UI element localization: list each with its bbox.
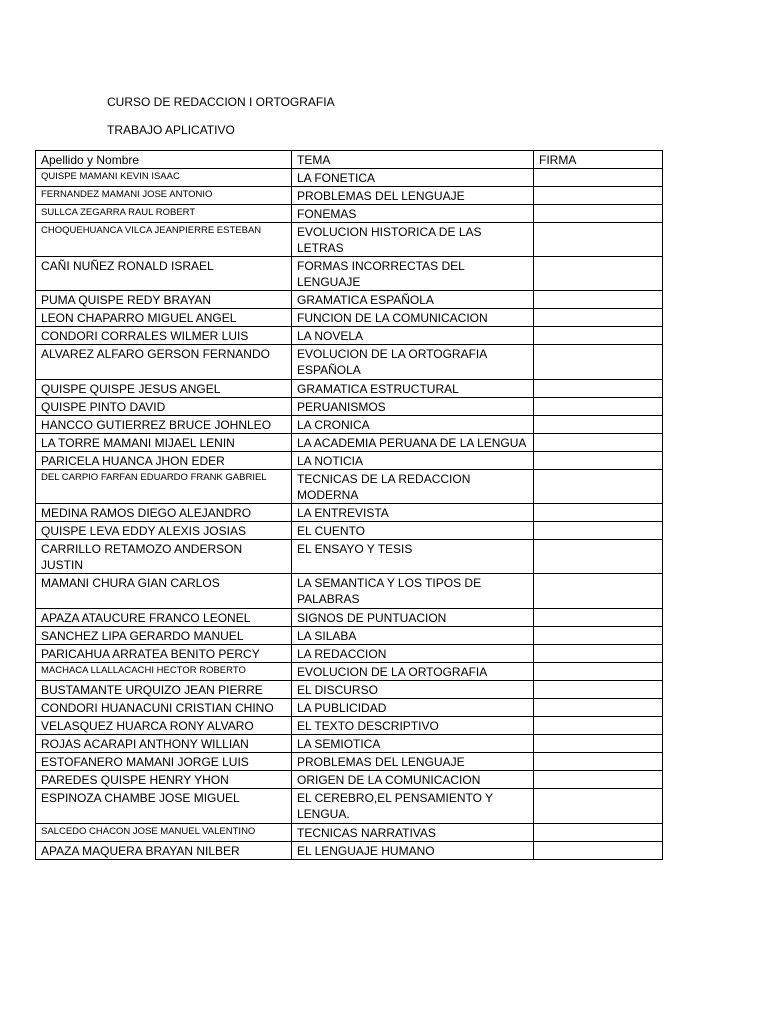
- table-row: [36, 627, 663, 645]
- student-name-cell: APAZA ATAUCURE FRANCO LEONEL: [36, 609, 292, 627]
- table-row: [36, 771, 663, 789]
- header-topic: TEMA: [292, 151, 534, 169]
- student-name-cell: SALCEDO CHACON JOSE MANUEL VALENTINO: [36, 824, 292, 842]
- student-name-cell: PAREDES QUISPE HENRY YHON: [36, 771, 292, 789]
- student-name-cell: VELASQUEZ HUARCA RONY ALVARO: [36, 717, 292, 735]
- table-row: [36, 522, 663, 540]
- student-name-cell: PARICAHUA ARRATEA BENITO PERCY: [36, 645, 292, 663]
- student-name-cell: LA TORRE MAMANI MIJAEL LENIN: [36, 434, 292, 452]
- signature-cell[interactable]: [534, 771, 663, 789]
- student-name-cell: QUISPE MAMANI KEVIN ISAAC: [36, 169, 292, 187]
- topic-cell: PERUANISMOS: [292, 398, 534, 416]
- topic-cell: ORIGEN DE LA COMUNICACION: [292, 771, 534, 789]
- signature-cell[interactable]: [534, 398, 663, 416]
- table-row: [36, 699, 663, 717]
- document-title: CURSO DE REDACCION I ORTOGRAFIA: [107, 95, 335, 109]
- signature-cell[interactable]: [534, 223, 663, 257]
- table-row: [36, 735, 663, 753]
- table-row: [36, 223, 663, 257]
- signature-cell[interactable]: [534, 187, 663, 205]
- student-name-cell: BUSTAMANTE URQUIZO JEAN PIERRE: [36, 681, 292, 699]
- signature-cell[interactable]: [534, 345, 663, 380]
- topic-cell: EVOLUCION HISTORICA DE LAS LETRAS: [292, 223, 534, 257]
- student-name-cell: QUISPE PINTO DAVID: [36, 398, 292, 416]
- student-name-cell: FERNANDEZ MAMANI JOSE ANTONIO: [36, 187, 292, 205]
- signature-cell[interactable]: [534, 257, 663, 291]
- table-row: [36, 327, 663, 345]
- topic-cell: TECNICAS NARRATIVAS: [292, 824, 534, 842]
- topic-cell: FORMAS INCORRECTAS DEL LENGUAJE: [292, 257, 534, 291]
- topic-cell: LA FONETICA: [292, 169, 534, 187]
- student-name-cell: LEON CHAPARRO MIGUEL ANGEL: [36, 309, 292, 327]
- topic-cell: EL LENGUAJE HUMANO: [292, 842, 534, 860]
- document-subtitle: TRABAJO APLICATIVO: [107, 123, 235, 137]
- table-row: [36, 717, 663, 735]
- table-row: [36, 309, 663, 327]
- signature-cell[interactable]: [534, 842, 663, 860]
- student-name-cell: PUMA QUISPE REDY BRAYAN: [36, 291, 292, 309]
- student-name-cell: DEL CARPIO FARFAN EDUARDO FRANK GABRIEL: [36, 470, 292, 504]
- table-row: [36, 574, 663, 609]
- topic-cell: LA CRONICA: [292, 416, 534, 434]
- signature-cell[interactable]: [534, 627, 663, 645]
- student-name-cell: SULLCA ZEGARRA RAUL ROBERT: [36, 205, 292, 223]
- topic-cell: LA ENTREVISTA: [292, 504, 534, 522]
- topic-cell: LA SEMANTICA Y LOS TIPOS DE PALABRAS: [292, 574, 534, 609]
- student-name-cell: QUISPE LEVA EDDY ALEXIS JOSIAS: [36, 522, 292, 540]
- table-row: [36, 452, 663, 470]
- topic-cell: PROBLEMAS DEL LENGUAJE: [292, 753, 534, 771]
- table-row: [36, 205, 663, 223]
- header-name: Apellido y Nombre: [36, 151, 292, 169]
- header-signature: FIRMA: [534, 151, 663, 169]
- student-name-cell: SANCHEZ LIPA GERARDO MANUEL: [36, 627, 292, 645]
- table-row: [36, 470, 663, 504]
- table-header-row: [36, 151, 663, 169]
- student-name-cell: CHOQUEHUANCA VILCA JEANPIERRE ESTEBAN: [36, 223, 292, 257]
- table-row: [36, 416, 663, 434]
- student-name-cell: ROJAS ACARAPI ANTHONY WILLIAN: [36, 735, 292, 753]
- table-row: [36, 187, 663, 205]
- topic-cell: EVOLUCION DE LA ORTOGRAFIA ESPAÑOLA: [292, 345, 534, 380]
- signature-cell[interactable]: [534, 609, 663, 627]
- topic-cell: FONEMAS: [292, 205, 534, 223]
- signature-cell[interactable]: [534, 699, 663, 717]
- table-row: [36, 169, 663, 187]
- table-row: [36, 645, 663, 663]
- topic-cell: EL CEREBRO,EL PENSAMIENTO Y LENGUA.: [292, 789, 534, 824]
- topic-cell: GRAMATICA ESTRUCTURAL: [292, 380, 534, 398]
- student-name-cell: HANCCO GUTIERREZ BRUCE JOHNLEO: [36, 416, 292, 434]
- topic-cell: LA SEMIOTICA: [292, 735, 534, 753]
- student-name-cell: CARRILLO RETAMOZO ANDERSON JUSTIN: [36, 540, 292, 574]
- student-name-cell: MAMANI CHURA GIAN CARLOS: [36, 574, 292, 609]
- topic-cell: LA PUBLICIDAD: [292, 699, 534, 717]
- signature-cell[interactable]: [534, 434, 663, 452]
- table-row: [36, 540, 663, 574]
- table-row: [36, 842, 663, 860]
- topic-cell: EVOLUCION DE LA ORTOGRAFIA: [292, 663, 534, 681]
- signature-cell[interactable]: [534, 663, 663, 681]
- table-row: [36, 789, 663, 824]
- topic-cell: PROBLEMAS DEL LENGUAJE: [292, 187, 534, 205]
- signature-cell[interactable]: [534, 380, 663, 398]
- signature-cell[interactable]: [534, 452, 663, 470]
- topic-cell: LA NOVELA: [292, 327, 534, 345]
- topic-cell: TECNICAS DE LA REDACCION MODERNA: [292, 470, 534, 504]
- student-name-cell: CONDORI HUANACUNI CRISTIAN CHINO: [36, 699, 292, 717]
- student-name-cell: ESTOFANERO MAMANI JORGE LUIS: [36, 753, 292, 771]
- student-name-cell: ESPINOZA CHAMBE JOSE MIGUEL: [36, 789, 292, 824]
- student-name-cell: QUISPE QUISPE JESUS ANGEL: [36, 380, 292, 398]
- signature-cell[interactable]: [534, 416, 663, 434]
- topic-cell: LA ACADEMIA PERUANA DE LA LENGUA: [292, 434, 534, 452]
- table-row: [36, 434, 663, 452]
- table-row: [36, 681, 663, 699]
- table-row: [36, 504, 663, 522]
- table-row: [36, 291, 663, 309]
- topic-cell: EL ENSAYO Y TESIS: [292, 540, 534, 574]
- table-row: [36, 257, 663, 291]
- signature-cell[interactable]: [534, 645, 663, 663]
- signature-cell[interactable]: [534, 309, 663, 327]
- signature-cell[interactable]: [534, 681, 663, 699]
- signature-cell[interactable]: [534, 327, 663, 345]
- student-name-cell: CONDORI CORRALES WILMER LUIS: [36, 327, 292, 345]
- topic-cell: EL DISCURSO: [292, 681, 534, 699]
- table-body: [36, 169, 663, 860]
- student-name-cell: PARICELA HUANCA JHON EDER: [36, 452, 292, 470]
- table-row: [36, 345, 663, 380]
- student-name-cell: ALVAREZ ALFARO GERSON FERNANDO: [36, 345, 292, 380]
- topic-cell: SIGNOS DE PUNTUACION: [292, 609, 534, 627]
- table-row: [36, 380, 663, 398]
- signature-cell[interactable]: [534, 789, 663, 824]
- table-row: [36, 398, 663, 416]
- signature-cell[interactable]: [534, 291, 663, 309]
- student-name-cell: CAÑI NUÑEZ RONALD ISRAEL: [36, 257, 292, 291]
- signature-cell[interactable]: [534, 824, 663, 842]
- student-name-cell: APAZA MAQUERA BRAYAN NILBER: [36, 842, 292, 860]
- table-row: [36, 753, 663, 771]
- signature-cell[interactable]: [534, 753, 663, 771]
- table-row: [36, 663, 663, 681]
- topic-cell: LA REDACCION: [292, 645, 534, 663]
- topic-cell: LA SILABA: [292, 627, 534, 645]
- topic-cell: GRAMATICA ESPAÑOLA: [292, 291, 534, 309]
- signature-cell[interactable]: [534, 574, 663, 609]
- topic-cell: FUNCION DE LA COMUNICACION: [292, 309, 534, 327]
- signature-cell[interactable]: [534, 735, 663, 753]
- signature-cell[interactable]: [534, 717, 663, 735]
- topic-cell: EL CUENTO: [292, 522, 534, 540]
- student-name-cell: MACHACA LLALLACACHI HECTOR ROBERTO: [36, 663, 292, 681]
- signature-cell[interactable]: [534, 522, 663, 540]
- table-row: [36, 824, 663, 842]
- signature-cell[interactable]: [534, 205, 663, 223]
- signature-cell[interactable]: [534, 540, 663, 574]
- student-name-cell: MEDINA RAMOS DIEGO ALEJANDRO: [36, 504, 292, 522]
- signature-cell[interactable]: [534, 504, 663, 522]
- table-row: [36, 609, 663, 627]
- roster-table: [35, 150, 663, 860]
- signature-cell[interactable]: [534, 470, 663, 504]
- topic-cell: LA NOTICIA: [292, 452, 534, 470]
- signature-cell[interactable]: [534, 169, 663, 187]
- topic-cell: EL TEXTO DESCRIPTIVO: [292, 717, 534, 735]
